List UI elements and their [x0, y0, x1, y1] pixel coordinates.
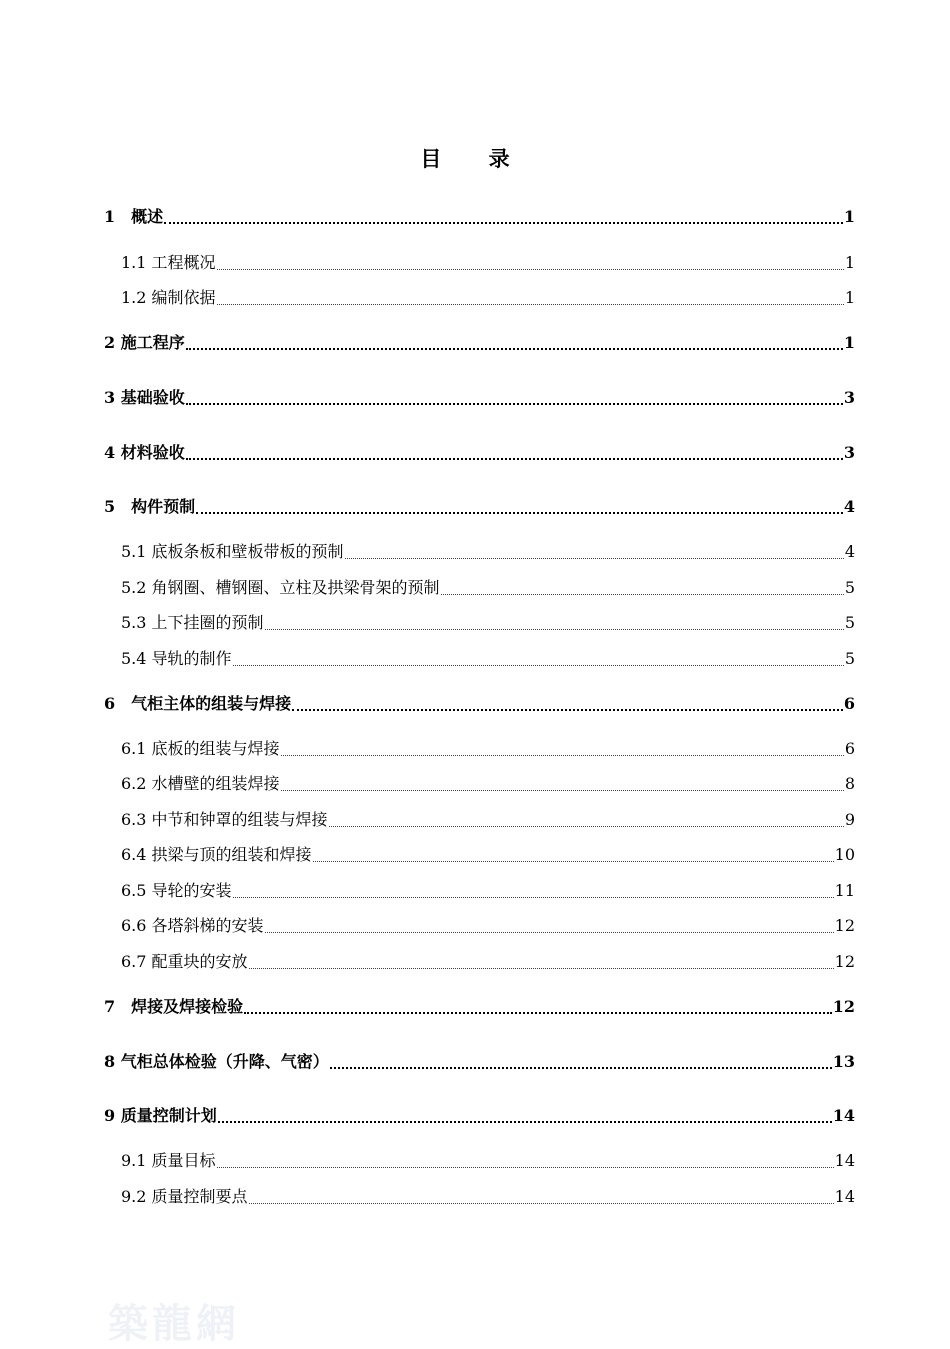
- watermark-logo: 築龍網: [108, 1300, 240, 1347]
- toc-entry[interactable]: 4 材料验收 3: [104, 443, 855, 462]
- toc-entry[interactable]: 9.2 质量控制要点 14: [121, 1187, 855, 1206]
- toc-entry[interactable]: 6.7 配重块的安放 12: [121, 952, 855, 971]
- toc-entry[interactable]: 7 焊接及焊接检验 12: [104, 997, 855, 1016]
- dot-leader: [218, 1121, 832, 1123]
- toc-entry[interactable]: 6.6 各塔斜梯的安装 12: [121, 916, 855, 935]
- dot-leader: [233, 665, 844, 666]
- toc-entry[interactable]: 1.2 编制依据 1: [121, 288, 855, 307]
- toc-entry[interactable]: 5.4 导轨的制作 5: [121, 649, 855, 668]
- dot-leader: [313, 861, 834, 862]
- dot-leader: [249, 1203, 834, 1204]
- dot-leader: [217, 1167, 834, 1168]
- toc-entry[interactable]: 5.1 底板条板和壁板带板的预制 4: [121, 542, 855, 561]
- toc-entry[interactable]: 6.1 底板的组装与焊接 6: [121, 739, 855, 758]
- dot-leader: [265, 629, 844, 630]
- dot-leader: [217, 269, 844, 270]
- toc-entry[interactable]: 6.4 拱梁与顶的组装和焊接 10: [121, 845, 855, 864]
- dot-leader: [217, 304, 844, 305]
- toc-entry[interactable]: 5 构件预制 4: [104, 497, 855, 516]
- toc-entry[interactable]: 5.2 角钢圈、槽钢圈、立柱及拱梁骨架的预制 5: [121, 578, 855, 597]
- toc-entry[interactable]: 9.1 质量目标 14: [121, 1151, 855, 1170]
- page-title: 目 录: [420, 146, 530, 171]
- dot-leader: [186, 348, 843, 350]
- toc-entry[interactable]: 2 施工程序 1: [104, 333, 855, 352]
- toc-entry[interactable]: 1.1 工程概况 1: [121, 253, 855, 272]
- dot-leader: [244, 1012, 832, 1014]
- dot-leader: [186, 403, 843, 405]
- toc-entry[interactable]: 6 气柜主体的组装与焊接 6: [104, 694, 855, 713]
- dot-leader: [441, 594, 844, 595]
- toc-entry[interactable]: 1 概述 1: [104, 207, 855, 226]
- toc-entry[interactable]: 5.3 上下挂圈的预制 5: [121, 613, 855, 632]
- dot-leader: [345, 558, 844, 559]
- dot-leader: [186, 458, 843, 460]
- toc-entry[interactable]: 3 基础验收 3: [104, 388, 855, 407]
- toc-entry[interactable]: 6.2 水槽壁的组装焊接 8: [121, 774, 855, 793]
- toc-entry[interactable]: 8 气柜总体检验（升降、气密） 13: [104, 1052, 855, 1071]
- toc-entry[interactable]: 9 质量控制计划 14: [104, 1106, 855, 1125]
- toc-entry[interactable]: 6.5 导轮的安装 11: [121, 881, 855, 900]
- dot-leader: [265, 932, 834, 933]
- toc-entry[interactable]: 6.3 中节和钟罩的组装与焊接 9: [121, 810, 855, 829]
- dot-leader: [164, 222, 843, 224]
- dot-leader: [329, 826, 844, 827]
- dot-leader: [196, 512, 843, 514]
- dot-leader: [249, 968, 834, 969]
- dot-leader: [281, 755, 844, 756]
- dot-leader: [233, 897, 834, 898]
- dot-leader: [281, 790, 844, 791]
- dot-leader: [330, 1067, 832, 1069]
- dot-leader: [292, 709, 843, 711]
